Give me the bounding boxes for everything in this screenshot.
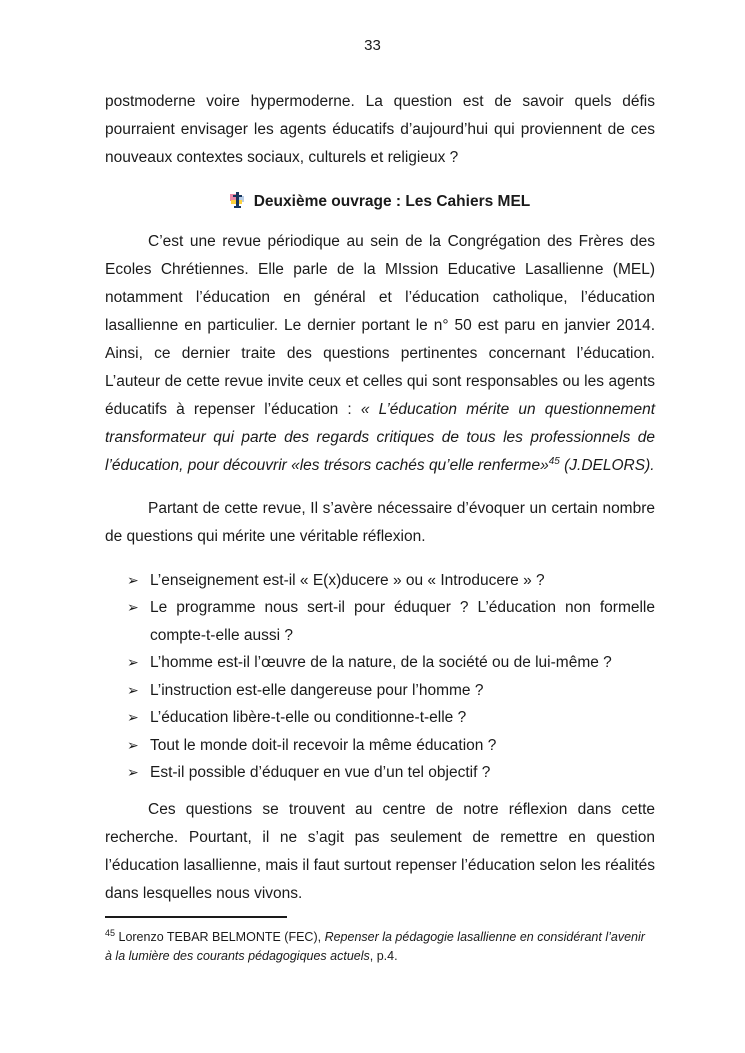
list-item-text: Le programme nous sert-il pour éduquer ? L’éducation non formelle compte-t-elle aussi ? xyxy=(150,599,655,644)
list-item xyxy=(105,649,655,677)
arrow-bullet-icon: ➢ xyxy=(127,654,139,670)
footnote-title: Repenser la pédagogie lasallienne en considérant l’avenir à la lumière des courants pédagogiques actuels xyxy=(105,930,645,964)
page-number: 33 xyxy=(364,37,381,54)
footnote-author: Lorenzo TEBAR BELMONTE (FEC), xyxy=(115,930,325,945)
list-item-text: Est-il possible d’éduquer en vue d’un tel objectif ? xyxy=(150,764,491,781)
paragraph-revue-quote: « L’éducation mérite un questionnement transformateur qui parte des regards critiques de tous les professionnels de l’éducation, pour découvrir «les trésors cachés qu’elle renferme» xyxy=(105,400,655,474)
paragraph-intro: postmoderne voire hypermoderne. La question est de savoir quels défis pourraient envisager les agents éducatifs d’aujourd’hui qui proviennent de ces nouveaux contextes sociaux, culturels et religieux ? xyxy=(105,93,655,166)
paragraph-revue xyxy=(105,228,655,480)
question-list xyxy=(105,567,655,787)
arrow-bullet-icon: ➢ xyxy=(127,736,139,753)
footnote-page: , p.4. xyxy=(369,949,398,964)
list-item-text: L’enseignement est-il « E(x)ducere » ou « Introducere » ? xyxy=(150,571,545,589)
footnote-text xyxy=(105,924,655,966)
arrow-bullet-icon: ➢ xyxy=(127,764,139,780)
list-item xyxy=(105,594,655,649)
section-heading xyxy=(105,188,655,216)
footnote-separator xyxy=(105,916,287,918)
page-content xyxy=(105,88,655,908)
list-item xyxy=(105,732,655,760)
paragraph-conclusion: Ces questions se trouvent au centre de notre réflexion dans cette recherche. Pourtant, il ne s’agit pas seulement de remettre en question l’éducation lasallienne, mais il faut surtout repenser l’éducation selon les réalités dans lesquelles nous vivons. xyxy=(105,800,655,902)
list-item-text: L’homme est-il l’œuvre de la nature, de la société ou de lui-même ? xyxy=(150,654,612,671)
list-item xyxy=(105,704,655,732)
footnote-reference: 45 xyxy=(548,455,560,467)
multicolor-dagger-icon xyxy=(230,192,245,208)
list-item-text: L’instruction est-elle dangereuse pour l’homme ? xyxy=(150,681,484,699)
arrow-bullet-icon: ➢ xyxy=(127,599,139,615)
footnote xyxy=(105,916,655,966)
list-item xyxy=(105,677,655,705)
footnote-number: 45 xyxy=(105,928,116,938)
list-item xyxy=(105,567,655,595)
section-heading-label: Deuxième ouvrage : Les Cahiers MEL xyxy=(253,192,531,210)
paragraph-revue-quote-tail: (J.DELORS). xyxy=(559,456,655,474)
paragraph-partant: Partant de cette revue, Il s’avère nécessaire d’évoquer un certain nombre de questions qui mérite une véritable réflexion. xyxy=(105,500,655,545)
arrow-bullet-icon: ➢ xyxy=(127,571,139,588)
list-item-text: L’éducation libère-t-elle ou conditionne-t-elle ? xyxy=(150,709,467,726)
list-item xyxy=(105,759,655,787)
paragraph-revue-normal: C’est une revue périodique au sein de la Congrégation des Frères des Ecoles Chrétiennes. Elle parle de la MIssion Educative Lasallienne (MEL) notamment l’éducation en général et l’éducation catholique, l’éducation lasallienne en particulier. Le dernier portant le n° 50 est paru en janvier 2014. Ainsi, ce dernier traite des questions pertinentes concernant l’éducation. L’auteur de cette revue invite ceux et celles qui sont responsables ou les agents éducatifs à repenser l’éducation : xyxy=(105,232,655,418)
list-item-text: Tout le monde doit-il recevoir la même éducation ? xyxy=(150,736,497,754)
arrow-bullet-icon: ➢ xyxy=(127,681,139,698)
arrow-bullet-icon: ➢ xyxy=(127,709,139,725)
